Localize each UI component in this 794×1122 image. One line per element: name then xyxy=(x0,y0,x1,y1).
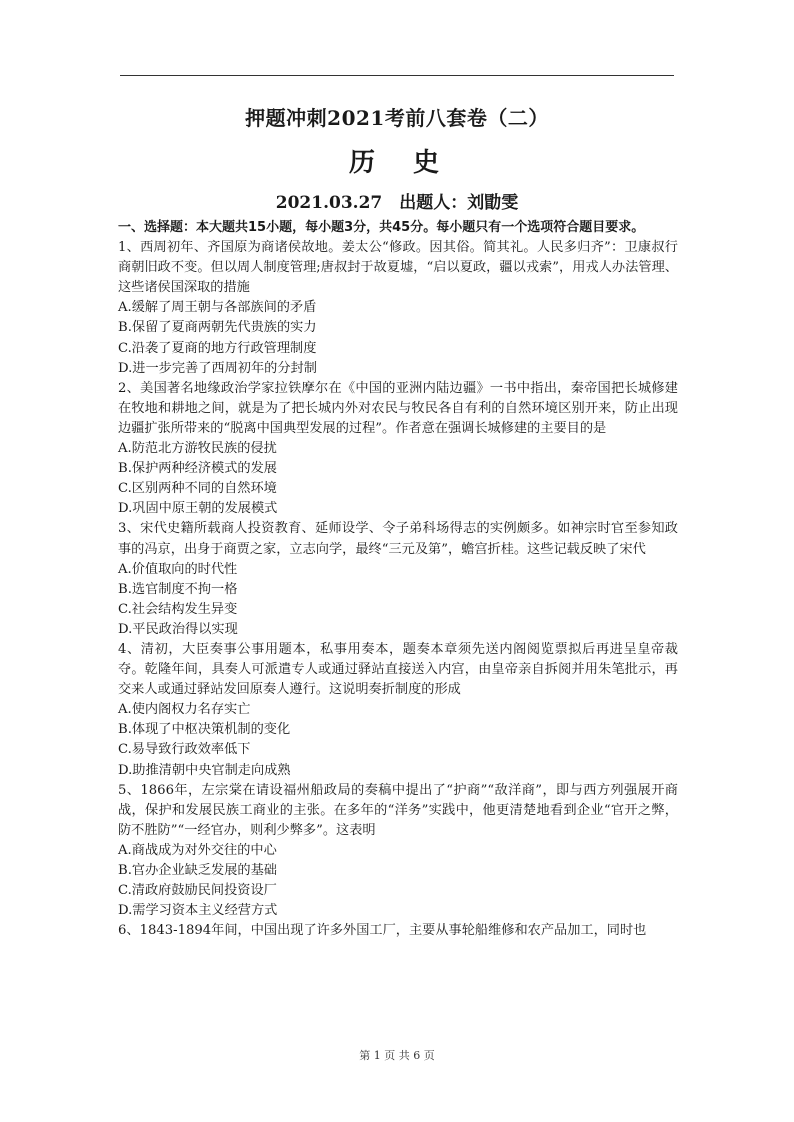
option-c: C.沿袭了夏商的地方行政管理制度 xyxy=(118,340,317,356)
option-c: C.清政府鼓励民间投资设厂 xyxy=(118,883,277,899)
option-d: D.巩固中原王朝的发展模式 xyxy=(118,501,278,517)
question-stem: 6、1843-1894年间，中国出现了许多外国工厂，主要从事轮船维修和农产品加工，同时也 xyxy=(118,923,647,939)
question-stem: 1、西周初年、齐国原为商诸侯故地。姜太公“修政。因其俗。简其礼。人民多归齐”：卫康叔行商朝旧政不变。但以周人制度管理;唐叔封于故夏墟，“启以夏政，疆以戎索”，用戎人办法管理、这些诸侯国深取的措施 xyxy=(118,240,678,296)
exam-title: 押题冲刺2021考前八套卷（二） xyxy=(245,106,549,130)
option-d: D.进一步完善了西周初年的分封制 xyxy=(118,360,317,376)
section-heading: 一、选择题：本大题共15小题，每小题3分，共45分。每小题只有一个选项符合题目要求。 xyxy=(118,220,645,235)
question-6 xyxy=(118,921,678,941)
option-a: A.使内阁权力名存实亡 xyxy=(118,702,251,718)
option-c: C.易导致行政效率低下 xyxy=(118,742,251,758)
question-1 xyxy=(118,238,678,379)
option-a: A.缓解了周王朝与各部族间的矛盾 xyxy=(118,300,317,316)
question-body xyxy=(118,218,678,941)
question-stem: 2、美国著名地缘政治学家拉铁摩尔在《中国的亚洲内陆边疆》一书中指出，秦帝国把长城修建在牧地和耕地之间，就是为了把长城内外对农民与牧民各自有利的自然环境区别开来，防止出现边疆扩张所带来的“脱离中国典型发展的过程”。作者意在强调长城修建的主要目的是 xyxy=(118,380,678,436)
question-5 xyxy=(118,781,678,922)
option-c: C.社会结构发生异变 xyxy=(118,601,238,617)
option-d: D.助推清朝中央官制走向成熟 xyxy=(118,762,291,778)
option-b: B.选官制度不拘一格 xyxy=(118,581,238,597)
option-b: B.官办企业缺乏发展的基础 xyxy=(118,863,277,878)
option-d: D.需学习资本主义经营方式 xyxy=(118,903,278,919)
subject-title: 历 史 xyxy=(348,148,445,178)
option-a: A.价值取向的时代性 xyxy=(118,561,238,577)
question-stem: 4、清初，大臣奏事公事用题本，私事用奏本，题奏本章须先送内阁阅览票拟后再进呈皇帝裁夺。乾隆年间，具奏人可派遣专人或通过驿站直接送入内宫，由皇帝亲自拆阅并用朱笔批示，再交来人或通过驿站发回原奏人遵行。这说明奏折制度的形成 xyxy=(118,641,678,698)
question-stem: 3、宋代史籍所载商人投资教育、延师设学、令子弟科场得志的实例颇多。如神宗时官至参知政事的冯京，出身于商贾之家，立志向学，最终“三元及第”，蟾宫折桂。这些记载反映了宋代 xyxy=(118,521,678,557)
date-author-line: 2021.03.27 出题人：刘勖雯 xyxy=(275,193,519,213)
option-a: A.防范北方游牧民族的侵扰 xyxy=(118,441,277,457)
option-c: C.区别两种不同的自然环境 xyxy=(118,481,277,497)
option-b: B.保留了夏商两朝先代贵族的实力 xyxy=(118,320,317,336)
option-a: A.商战成为对外交往的中心 xyxy=(118,842,277,858)
question-stem: 5、1866年，左宗棠在请设福州船政局的奏稿中提出了“护商”“敌洋商”，即与西方列强展开商战，保护和发展民族工商业的主张。在多年的“洋务”实践中，他更清楚地看到企业“官开之弊，防不胜防”“一经官办，则利少弊多”。这表明 xyxy=(118,782,678,838)
option-b: B.保护两种经济模式的发展 xyxy=(118,461,277,477)
page-footer: 第 1 页 共 6 页 xyxy=(359,1049,435,1062)
header-rule xyxy=(120,75,674,76)
question-2 xyxy=(118,379,678,520)
option-d: D.平民政治得以实现 xyxy=(118,621,238,637)
question-4 xyxy=(118,640,678,781)
option-b: B.体现了中枢决策机制的变化 xyxy=(118,722,291,738)
question-3 xyxy=(118,519,678,640)
